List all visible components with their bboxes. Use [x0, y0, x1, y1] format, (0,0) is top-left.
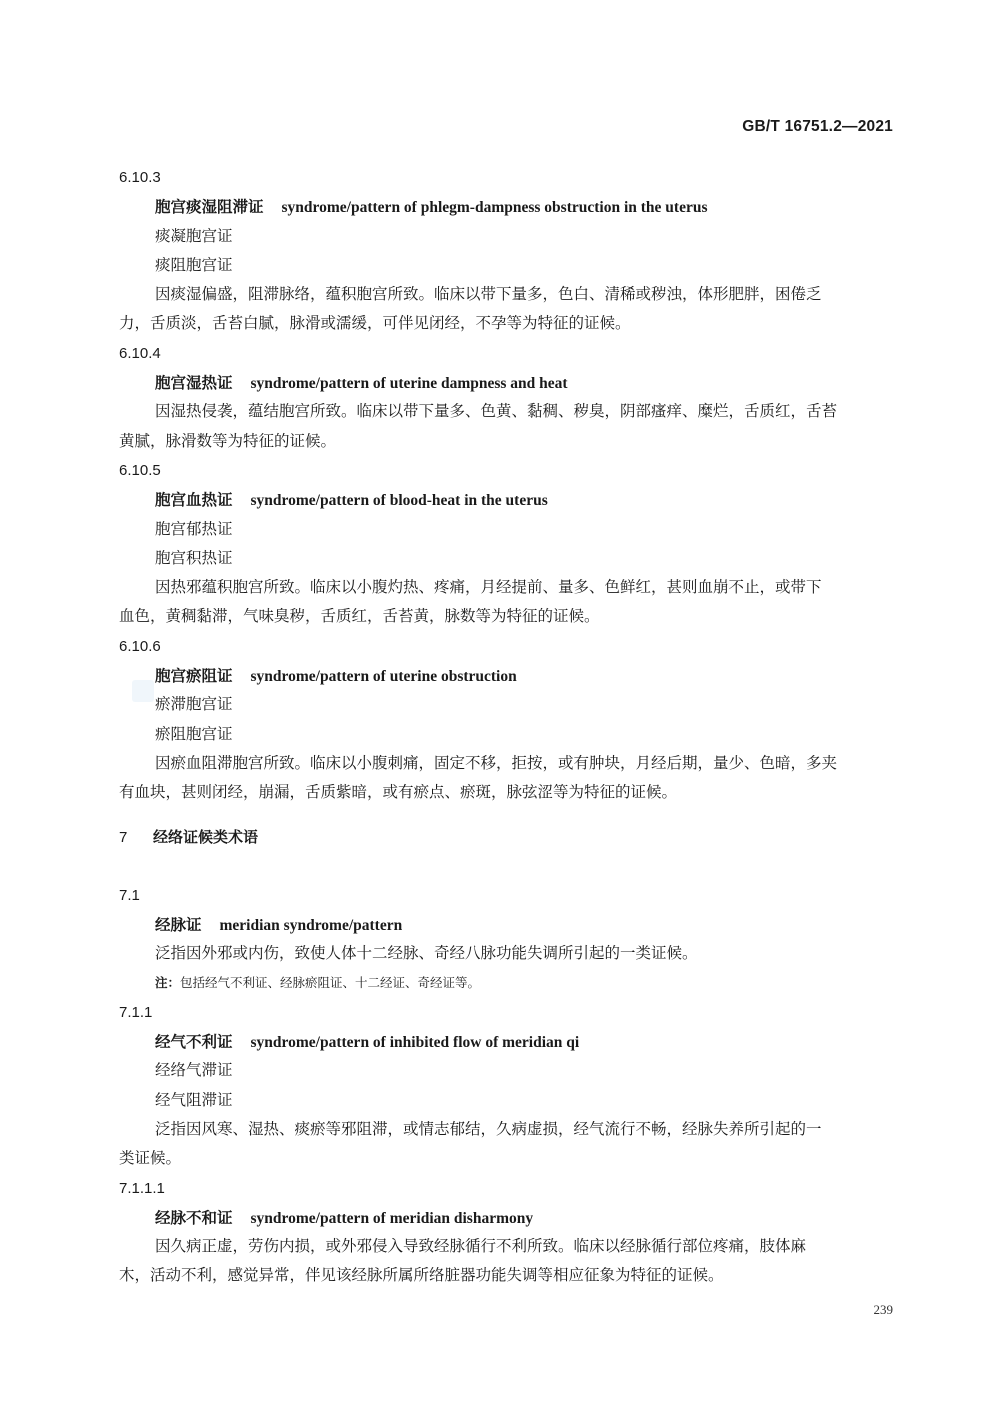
definition-line: 因瘀血阻滞胞宫所致。临床以小腹刺痛，固定不移，拒按，或有肿块，月经后期，量少、色暗，多夹 — [155, 753, 838, 772]
term-en: syndrome/pattern of uterine obstruction — [250, 668, 517, 686]
synonym: 痰阻胞宫证 — [155, 255, 233, 274]
definition-line: 因热邪蕴积胞宫所致。临床以小腹灼热、疼痛，月经提前、量多、色鲜红，甚则血崩不止，或带下 — [155, 578, 822, 597]
term-zh: 经气不利证 — [155, 1032, 233, 1052]
synonym: 瘀阻胞宫证 — [155, 724, 233, 743]
term-en: meridian syndrome/pattern — [219, 916, 403, 934]
term-heading — [119, 1203, 893, 1232]
term-entry-7-1-1 — [119, 998, 893, 1174]
spacer — [119, 853, 893, 867]
definition-line: 泛指因风寒、湿热、痰瘀等邪阻滞，或情志郁结，久病虚损，经气流行不畅，经脉失养所引起的一 — [155, 1119, 822, 1138]
synonym: 经络气滞证 — [155, 1061, 233, 1080]
clause-number: 7.1.1.1 — [119, 1179, 165, 1197]
standard-code: GB/T 16751.2—2021 — [742, 118, 893, 135]
synonym: 瘀滞胞宫证 — [155, 695, 233, 714]
clause-number: 6.10.5 — [119, 461, 161, 479]
spacer — [119, 867, 893, 881]
synonym: 经气阻滞证 — [155, 1090, 233, 1109]
clause-number: 6.10.6 — [119, 637, 161, 655]
term-en: syndrome/pattern of meridian disharmony — [250, 1209, 534, 1227]
clause-number: 7.1.1 — [119, 1003, 153, 1021]
term-entry-6-10-4 — [119, 339, 893, 456]
term-heading — [119, 1027, 893, 1056]
term-heading — [119, 661, 893, 690]
definition-line: 有血块，甚则闭经，崩漏，舌质紫暗，或有瘀点、瘀斑，脉弦涩等为特征的证候。 — [119, 783, 678, 802]
clause-number: 7.1 — [119, 886, 140, 904]
definition-line: 因久病正虚，劳伤内损，或外邪侵入导致经脉循行不利所致。临床以经脉循行部位疼痛，肢体麻 — [155, 1237, 807, 1256]
term-heading — [119, 485, 893, 514]
document-body — [119, 163, 893, 1291]
definition-line: 血色，黄稠黏滞，气味臭秽，舌质红，舌苔黄，脉数等为特征的证候。 — [119, 607, 600, 626]
term-zh: 胞宫瘀阻证 — [155, 666, 233, 686]
term-entry-6-10-6 — [119, 632, 893, 808]
definition-line: 力，舌质淡，舌苔白腻，脉滑或濡缓，可伴见闭经，不孕等为特征的证候。 — [119, 314, 631, 333]
term-zh: 胞宫痰湿阻滞证 — [155, 197, 264, 217]
term-entry-7-1-1-1 — [119, 1174, 893, 1291]
definition-line: 泛指因外邪或内伤，致使人体十二经脉、奇经八脉功能失调所引起的一类证候。 — [155, 944, 698, 963]
chapter-number: 7 — [119, 828, 128, 846]
synonym: 胞宫郁热证 — [155, 519, 233, 538]
synonym: 胞宫积热证 — [155, 548, 233, 567]
term-zh: 胞宫血热证 — [155, 490, 233, 510]
definition-line: 木，活动不利，感觉异常，伴见该经脉所属所络脏器功能失调等相应征象为特征的证候。 — [119, 1266, 724, 1285]
page-number: 239 — [873, 1302, 893, 1317]
term-entry-6-10-3 — [119, 163, 893, 339]
definition-line: 因痰湿偏盛，阻滞脉络，蕴积胞宫所致。临床以带下量多，色白、清稀或秽浊，体形肥胖，困倦乏 — [155, 285, 822, 304]
definition-line: 黄腻，脉滑数等为特征的证候。 — [119, 431, 337, 450]
spacer — [119, 808, 893, 822]
term-en: syndrome/pattern of blood-heat in the uterus — [250, 492, 548, 510]
term-zh: 经脉证 — [155, 914, 202, 934]
note-text: 包括经气不利证、经脉瘀阻证、十二经证、奇经证等。 — [180, 975, 481, 991]
term-zh: 胞宫湿热证 — [155, 373, 233, 393]
term-heading — [119, 368, 893, 397]
term-entry-6-10-5 — [119, 456, 893, 632]
term-entry-7-1 — [119, 881, 893, 998]
chapter-title: 经络证候类术语 — [153, 827, 259, 846]
note — [119, 968, 893, 997]
term-en: syndrome/pattern of inhibited flow of meridian qi — [250, 1034, 580, 1052]
definition-line: 因湿热侵袭，蕴结胞宫所致。临床以带下量多、色黄、黏稠、秽臭，阴部瘙痒、糜烂，舌质红，舌苔 — [155, 402, 838, 421]
note-label: 注： — [155, 975, 181, 991]
term-heading — [119, 910, 893, 939]
definition-line: 类证候。 — [119, 1149, 182, 1168]
term-heading — [119, 192, 893, 221]
term-zh: 经脉不和证 — [155, 1207, 233, 1227]
clause-number: 6.10.3 — [119, 169, 161, 186]
synonym: 痰凝胞宫证 — [155, 226, 233, 245]
term-en: syndrome/pattern of phlegm-dampness obstruction in the uterus — [281, 199, 708, 217]
term-en: syndrome/pattern of uterine dampness and heat — [250, 375, 568, 393]
clause-number: 6.10.4 — [119, 344, 161, 362]
chapter-heading — [119, 822, 893, 853]
